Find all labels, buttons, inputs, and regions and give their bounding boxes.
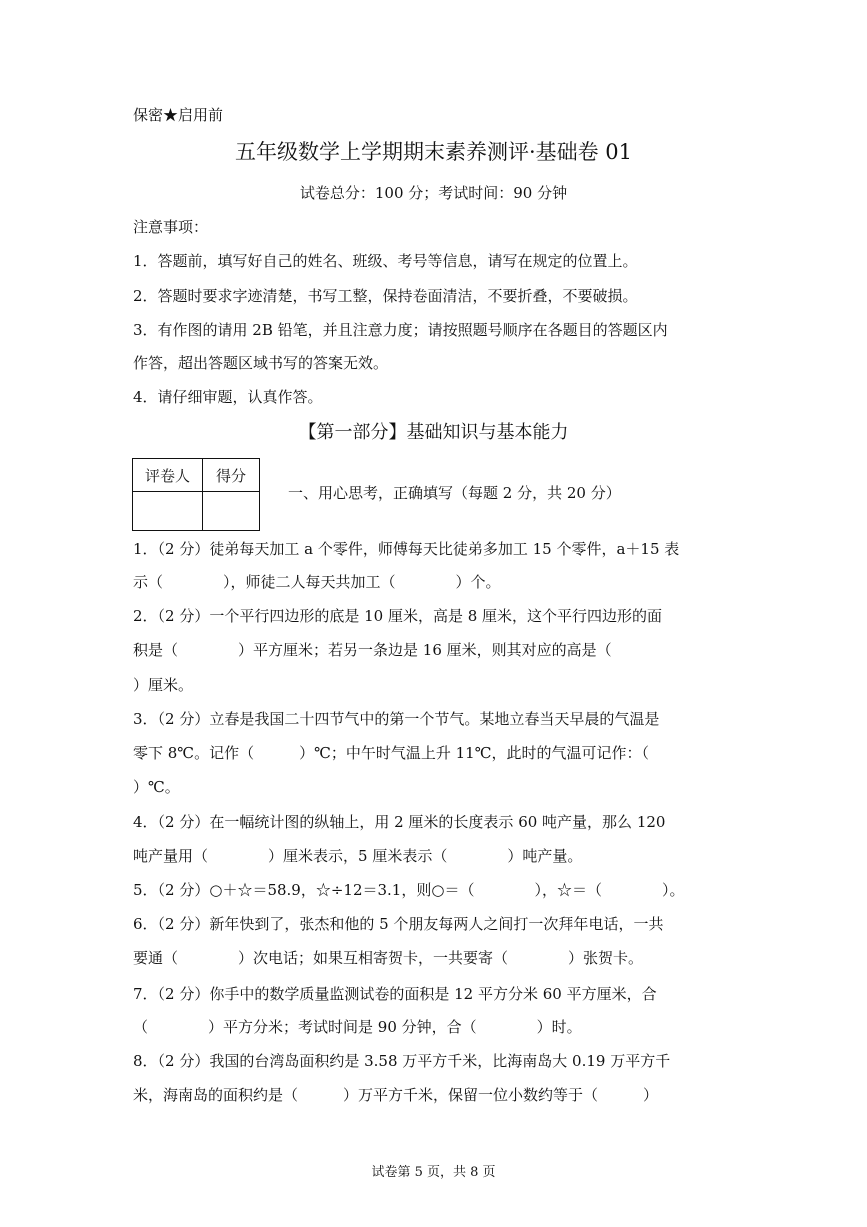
question-line: ）厘米。 [133, 676, 194, 694]
question-line: 积是（ ）平方厘米；若另一条边是 16 厘米，则其对应的高是（ [133, 641, 612, 659]
question-line: 4．（2 分）在一幅统计图的纵轴上，用 2 厘米的长度表示 60 吨产量，那么 120 [133, 813, 666, 831]
note-line: 2．答题时要求字迹清楚，书写工整，保持卷面清洁，不要折叠，不要破损。 [133, 287, 638, 305]
question-line: 米，海南岛的面积约是（ ）万平方千米，保留一位小数约等于（ ） [133, 1086, 659, 1104]
question-line: 示（ ），师徒二人每天共加工（ ）个。 [133, 573, 501, 591]
confidential-mark: 保密★启用前 [133, 106, 224, 124]
note-line: 1．答题前，填写好自己的姓名、班级、考号等信息，请写在规定的位置上。 [133, 252, 638, 270]
question-line: 1．（2 分）徒弟每天加工 a 个零件，师傅每天比徒弟多加工 15 个零件，a＋15 表 [133, 540, 680, 558]
note-line: 4．请仔细审题，认真作答。 [133, 388, 323, 406]
question-line: 6．（2 分）新年快到了，张杰和他的 5 个朋友每两人之间打一次拜年电话，一共 [133, 915, 664, 933]
exam-info: 试卷总分：100 分；考试时间：90 分钟 [299, 184, 568, 202]
reviewer-header: 评卷人 [133, 459, 203, 492]
note-line: 作答，超出答题区域书写的答案无效。 [133, 354, 389, 372]
question-line: 吨产量用（ ）厘米表示，5 厘米表示（ ）吨产量。 [133, 847, 583, 865]
question-line: 8．（2 分）我国的台湾岛面积约是 3.58 万平方千米，比海南岛大 0.19 万平方千 [133, 1052, 671, 1070]
section-title: 一、用心思考，正确填写（每题 2 分，共 20 分） [288, 484, 621, 502]
question-line: 要通（ ）次电话；如果互相寄贺卡，一共要寄（ ）张贺卡。 [133, 949, 644, 967]
question-line: 7．（2 分）你手中的数学质量监测试卷的面积是 12 平方分米 60 平方厘米，合 [133, 985, 657, 1003]
score-cell[interactable] [203, 492, 260, 531]
question-line: 零下 8℃。记作（ ）℃；中午时气温上升 11℃，此时的气温可记作：（ [133, 744, 650, 762]
question-line: 3．（2 分）立春是我国二十四节气中的第一个节气。某地立春当天早晨的气温是 [133, 710, 660, 728]
note-line: 3．有作图的请用 2B 铅笔，并且注意力度；请按照题号顺序在各题目的答题区内 [133, 321, 668, 339]
question-line: 2．（2 分）一个平行四边形的底是 10 厘米，高是 8 厘米，这个平行四边形的面 [133, 607, 663, 625]
question-line: （ ）平方分米；考试时间是 90 分钟，合（ ）时。 [133, 1018, 582, 1036]
question-line: ）℃。 [133, 778, 180, 796]
question-line: 5．（2 分）○＋☆＝58.9，☆÷12＝3.1，则○＝（ ），☆＝（ ）。 [133, 881, 685, 899]
page-footer: 试卷第 5 页，共 8 页 [371, 1165, 496, 1180]
score-header: 得分 [203, 459, 260, 492]
part-title: 【第一部分】基础知识与基本能力 [298, 422, 569, 443]
grader-table [132, 458, 260, 531]
exam-title: 五年级数学上学期期末素养测评·基础卷 01 [234, 140, 633, 164]
reviewer-cell[interactable] [133, 492, 203, 531]
notes-heading: 注意事项： [133, 218, 209, 236]
